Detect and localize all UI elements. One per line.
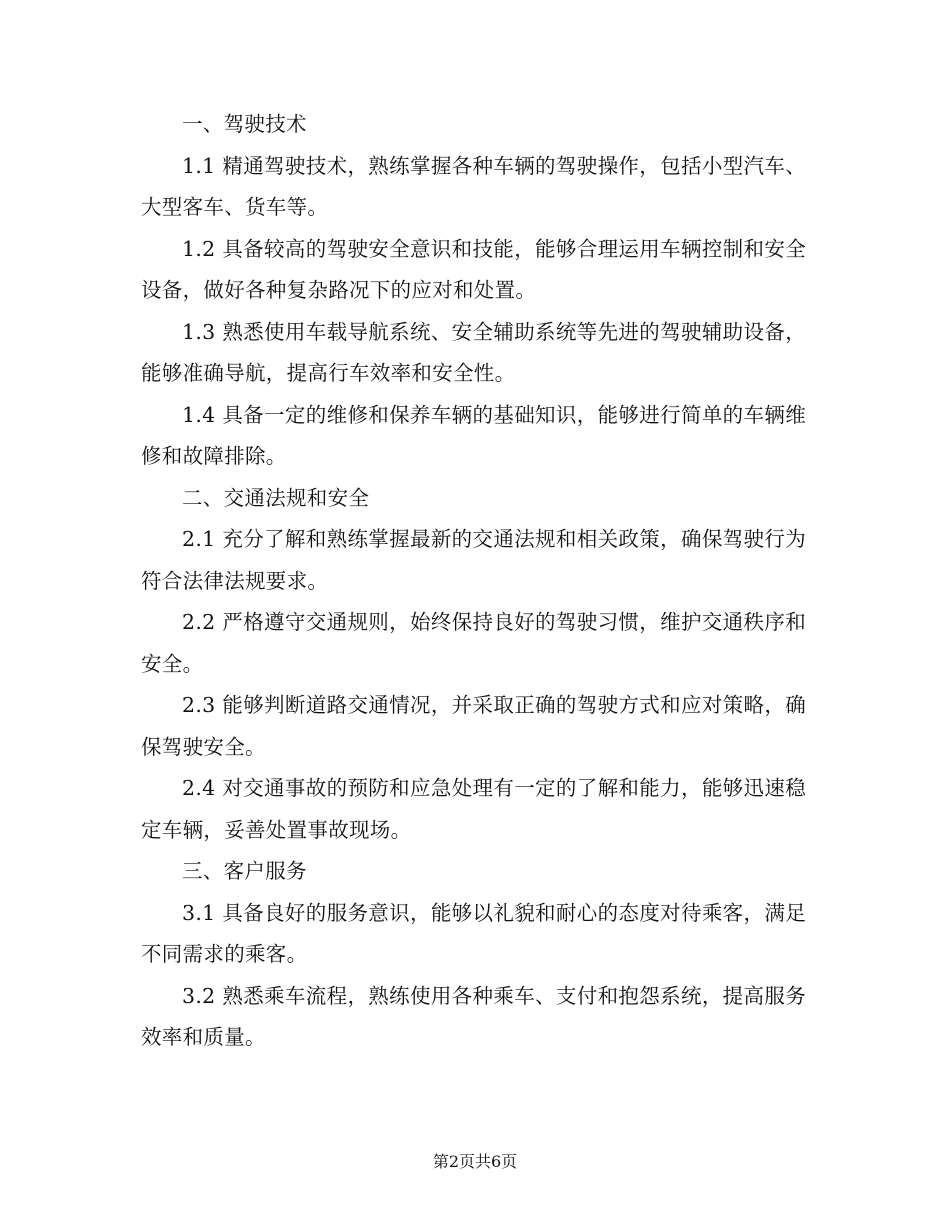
paragraph-1-3: 1.3 熟悉使用车载导航系统、安全辅助系统等先进的驾驶辅助设备，能够准确导航，提高行车效率和安全性。: [141, 319, 806, 385]
paragraph-2-2: 2.2 严格遵守交通规则，始终保持良好的驾驶习惯，维护交通秩序和安全。: [141, 610, 806, 676]
paragraph-1-1: 1.1 精通驾驶技术，熟练掌握各种车辆的驾驶操作，包括小型汽车、大型客车、货车等。: [141, 153, 806, 219]
paragraph-3-1: 3.1 具备良好的服务意识，能够以礼貌和耐心的态度对待乘客，满足不同需求的乘客。: [141, 900, 806, 966]
section-heading-traffic-law: 二、交通法规和安全: [182, 485, 370, 510]
paragraph-2-4: 2.4 对交通事故的预防和应急处理有一定的了解和能力，能够迅速稳定车辆，妥善处置事故现场。: [141, 776, 806, 842]
paragraph-2-1: 2.1 充分了解和熟练掌握最新的交通法规和相关政策，确保驾驶行为符合法律法规要求。: [141, 527, 806, 593]
paragraph-1-4: 1.4 具备一定的维修和保养车辆的基础知识，能够进行简单的车辆维修和故障排除。: [141, 402, 806, 468]
section-heading-customer-service: 三、客户服务: [182, 859, 307, 883]
document-body: [141, 104, 806, 1059]
paragraph-2-3: 2.3 能够判断道路交通情况，并采取正确的驾驶方式和应对策略，确保驾驶安全。: [141, 693, 806, 759]
section-heading-driving: 一、驾驶技术: [182, 112, 307, 136]
paragraph-3-2: 3.2 熟悉乘车流程，熟练使用各种乘车、支付和抱怨系统，提高服务效率和质量。: [141, 983, 806, 1049]
page-number-footer: 第2页共6页: [432, 1152, 518, 1171]
paragraph-1-2: 1.2 具备较高的驾驶安全意识和技能，能够合理运用车辆控制和安全设备，做好各种复杂路况下的应对和处置。: [141, 236, 806, 302]
